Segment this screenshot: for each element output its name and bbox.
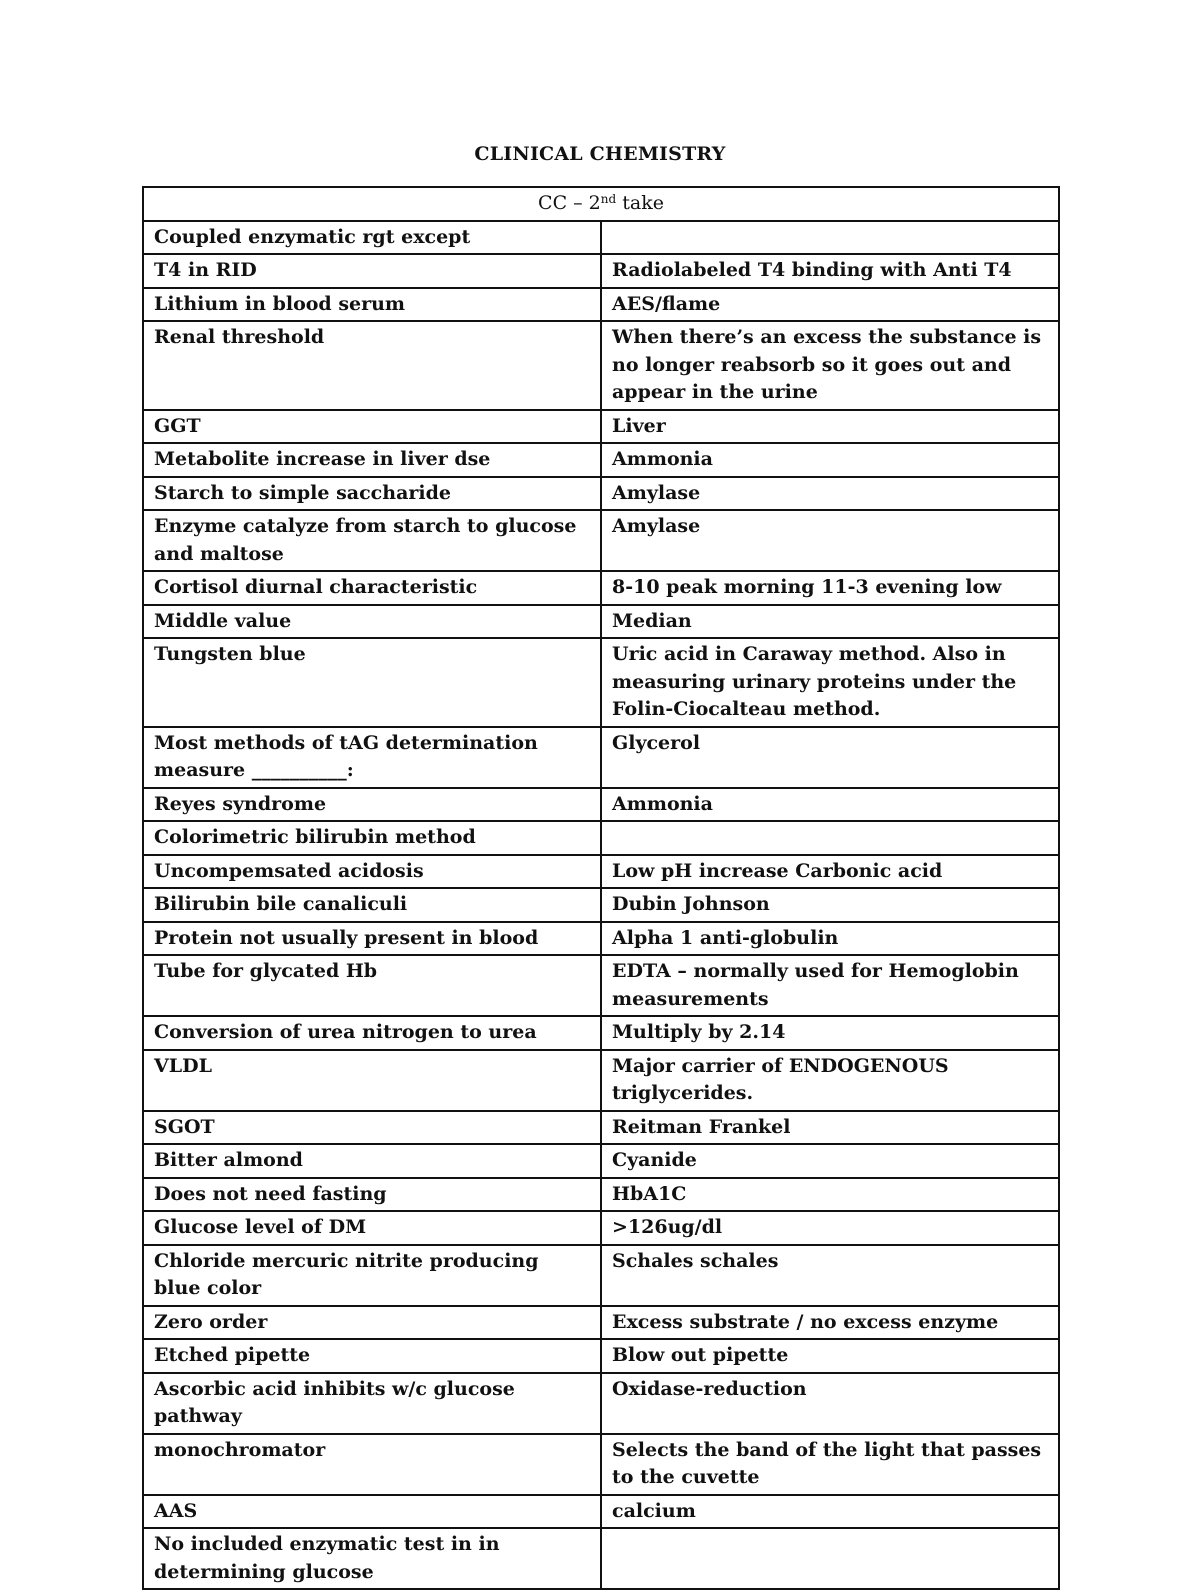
- answer-cell: Reitman Frankel: [601, 1111, 1059, 1145]
- answer-text-post: triglycerides.: [612, 1082, 754, 1104]
- question-cell: SGOT: [143, 1111, 601, 1145]
- table-row: [143, 1144, 1059, 1178]
- answer-cell: When there’s an excess the substance is no longer reabsorb so it goes out and appear in the urine: [601, 321, 1059, 410]
- table-row: [143, 221, 1059, 255]
- table-row: [143, 1373, 1059, 1434]
- question-cell: Zero order: [143, 1306, 601, 1340]
- question-cell: T4 in RID: [143, 254, 601, 288]
- question-cell: Reyes syndrome: [143, 788, 601, 822]
- question-cell: Protein not usually present in blood: [143, 922, 601, 956]
- document-title: CLINICAL CHEMISTRY: [474, 143, 726, 165]
- answer-cell: Dubin Johnson: [601, 888, 1059, 922]
- answer-cell: Cyanide: [601, 1144, 1059, 1178]
- question-cell: Bitter almond: [143, 1144, 601, 1178]
- answer-cell: 8-10 peak morning 11-3 evening low: [601, 571, 1059, 605]
- question-cell: Ascorbic acid inhibits w/c glucose pathway: [143, 1373, 601, 1434]
- table-header-row: [143, 187, 1059, 221]
- table-row: [143, 254, 1059, 288]
- answer-cell: Multiply by 2.14: [601, 1016, 1059, 1050]
- table-row: [143, 410, 1059, 444]
- question-cell: Coupled enzymatic rgt except: [143, 221, 601, 255]
- answer-cell: Selects the band of the light that passes to the cuvette: [601, 1434, 1059, 1495]
- answer-cell: Oxidase-reduction: [601, 1373, 1059, 1434]
- answer-cell: Low pH increase Carbonic acid: [601, 855, 1059, 889]
- answer-cell: calcium: [601, 1495, 1059, 1529]
- answer-cell: Ammonia: [601, 788, 1059, 822]
- answer-cell: HbA1C: [601, 1178, 1059, 1212]
- question-cell: Cortisol diurnal characteristic: [143, 571, 601, 605]
- question-cell: GGT: [143, 410, 601, 444]
- question-cell: Chloride mercuric nitrite producing blue color: [143, 1245, 601, 1306]
- table-row: [143, 1434, 1059, 1495]
- table-row: [143, 1178, 1059, 1212]
- question-cell: Starch to simple saccharide: [143, 477, 601, 511]
- answer-text-pre: Major carrier of: [612, 1054, 789, 1077]
- answer-cell: Liver: [601, 410, 1059, 444]
- answer-cell: [601, 221, 1059, 255]
- table-row: [143, 605, 1059, 639]
- table-row: [143, 922, 1059, 956]
- answer-emphasis: ENDOGENOUS: [788, 1054, 949, 1077]
- answer-cell: Median: [601, 605, 1059, 639]
- question-cell: Bilirubin bile canaliculi: [143, 888, 601, 922]
- question-cell: Uncompemsated acidosis: [143, 855, 601, 889]
- table-row: [143, 788, 1059, 822]
- answer-cell: Ammonia: [601, 443, 1059, 477]
- table-row: [143, 855, 1059, 889]
- table-row: [143, 1495, 1059, 1529]
- question-cell: Middle value: [143, 605, 601, 639]
- table-row: [143, 727, 1059, 788]
- answer-cell: Glycerol: [601, 727, 1059, 788]
- question-cell: Lithium in blood serum: [143, 288, 601, 322]
- question-cell: monochromator: [143, 1434, 601, 1495]
- question-cell: Tungsten blue: [143, 638, 601, 727]
- answer-cell: [601, 1050, 1059, 1111]
- table-row: [143, 1111, 1059, 1145]
- table-row: [143, 1528, 1059, 1589]
- table-row: [143, 1211, 1059, 1245]
- answer-cell: Uric acid in Caraway method. Also in measuring urinary proteins under the Folin-Ciocalteau method.: [601, 638, 1059, 727]
- table-row: [143, 1339, 1059, 1373]
- answer-cell: EDTA – normally used for Hemoglobin measurements: [601, 955, 1059, 1016]
- answer-cell: >126ug/dl: [601, 1211, 1059, 1245]
- answer-cell: Amylase: [601, 477, 1059, 511]
- question-cell: Renal threshold: [143, 321, 601, 410]
- answer-cell: AES/flame: [601, 288, 1059, 322]
- table-row: [143, 638, 1059, 727]
- answer-cell: Radiolabeled T4 binding with Anti T4: [601, 254, 1059, 288]
- table-row: [143, 1306, 1059, 1340]
- question-cell: VLDL: [143, 1050, 601, 1111]
- table-row: [143, 477, 1059, 511]
- question-cell: Glucose level of DM: [143, 1211, 601, 1245]
- table-header-cell: [143, 187, 1059, 221]
- table-row: [143, 288, 1059, 322]
- table-row: [143, 955, 1059, 1016]
- table-row: [143, 443, 1059, 477]
- table-row: [143, 1245, 1059, 1306]
- header-suffix: take: [616, 192, 664, 214]
- qa-table: [142, 186, 1060, 1590]
- question-cell: Etched pipette: [143, 1339, 601, 1373]
- table-row: [143, 510, 1059, 571]
- table-row: [143, 1016, 1059, 1050]
- answer-cell: Blow out pipette: [601, 1339, 1059, 1373]
- question-cell: Enzyme catalyze from starch to glucose and maltose: [143, 510, 601, 571]
- answer-cell: Amylase: [601, 510, 1059, 571]
- answer-cell: Alpha 1 anti-globulin: [601, 922, 1059, 956]
- answer-cell: [601, 1528, 1059, 1589]
- table-row: [143, 888, 1059, 922]
- question-cell: Conversion of urea nitrogen to urea: [143, 1016, 601, 1050]
- question-cell: Colorimetric bilirubin method: [143, 821, 601, 855]
- header-prefix: CC – 2: [538, 192, 601, 214]
- question-cell: No included enzymatic test in in determining glucose: [143, 1528, 601, 1589]
- table-row: [143, 1050, 1059, 1111]
- answer-cell: [601, 821, 1059, 855]
- question-cell: Tube for glycated Hb: [143, 955, 601, 1016]
- answer-cell: Schales schales: [601, 1245, 1059, 1306]
- header-superscript: nd: [600, 192, 617, 206]
- question-cell: Most methods of tAG determination measure __________:: [143, 727, 601, 788]
- table-row: [143, 821, 1059, 855]
- question-cell: Does not need fasting: [143, 1178, 601, 1212]
- table-row: [143, 321, 1059, 410]
- answer-cell: Excess substrate / no excess enzyme: [601, 1306, 1059, 1340]
- table-row: [143, 571, 1059, 605]
- question-cell: AAS: [143, 1495, 601, 1529]
- question-cell: Metabolite increase in liver dse: [143, 443, 601, 477]
